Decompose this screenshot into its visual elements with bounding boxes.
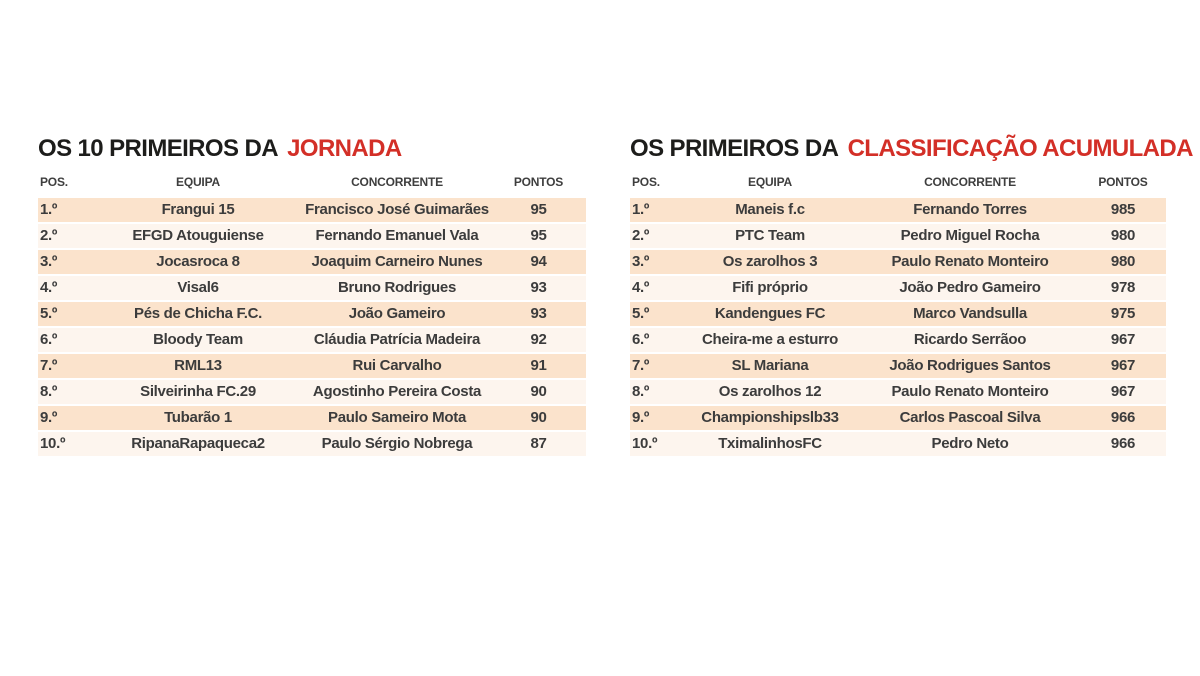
row-position: 9.º xyxy=(632,409,650,426)
row-pontos: 87 xyxy=(530,435,547,452)
row-equipa: Os zarolhos 12 xyxy=(718,383,822,400)
table-row xyxy=(38,328,586,352)
row-equipa: Championshipslb33 xyxy=(701,409,839,426)
row-position: 7.º xyxy=(632,357,650,374)
table-row xyxy=(630,406,1166,430)
header-concorrente: CONCORRENTE xyxy=(351,175,443,189)
row-position: 4.º xyxy=(40,279,58,296)
row-equipa: TximalinhosFC xyxy=(718,435,822,452)
row-concorrente: João Pedro Gameiro xyxy=(899,279,1041,296)
jornada-title-black: OS 10 PRIMEIROS DA xyxy=(38,135,278,162)
row-concorrente: Fernando Torres xyxy=(913,201,1027,218)
row-equipa: Silveirinha FC.29 xyxy=(140,383,256,400)
row-concorrente: Paulo Sameiro Mota xyxy=(328,409,466,426)
row-position: 7.º xyxy=(40,357,58,374)
row-pontos: 975 xyxy=(1110,305,1136,322)
row-pontos: 966 xyxy=(1110,435,1136,452)
header-equipa: EQUIPA xyxy=(176,175,220,189)
row-position: 3.º xyxy=(40,253,58,270)
row-equipa: EFGD Atouguiense xyxy=(132,227,264,244)
row-pontos: 980 xyxy=(1110,227,1136,244)
row-pontos: 92 xyxy=(530,331,547,348)
header-pos: POS. xyxy=(632,175,660,189)
row-equipa: RML13 xyxy=(174,357,222,374)
acumulada-title-red: CLASSIFICAÇÃO ACUMULADA xyxy=(847,135,1193,162)
acumulada-title xyxy=(630,135,1193,162)
row-equipa: Cheira-me a esturro xyxy=(701,331,839,348)
classificacao-acumulada-table xyxy=(630,135,1193,458)
table-row xyxy=(38,224,586,248)
table-row xyxy=(630,224,1166,248)
row-pontos: 967 xyxy=(1110,357,1136,374)
jornada-title-red: JORNADA xyxy=(287,135,402,162)
row-equipa: Visal6 xyxy=(177,279,219,296)
row-position: 2.º xyxy=(632,227,650,244)
row-concorrente: Fernando Emanuel Vala xyxy=(315,227,479,244)
row-concorrente: Agostinho Pereira Costa xyxy=(312,383,482,400)
row-equipa: PTC Team xyxy=(735,227,805,244)
table-row xyxy=(630,380,1166,404)
jornada-table xyxy=(38,136,586,458)
header-pos: POS. xyxy=(40,175,68,189)
row-concorrente: Cláudia Patrícia Madeira xyxy=(313,331,481,348)
table-row xyxy=(630,432,1166,456)
table-row xyxy=(630,198,1166,222)
row-concorrente: Pedro Neto xyxy=(931,435,1009,452)
table-row xyxy=(38,432,586,456)
row-concorrente: Paulo Renato Monteiro xyxy=(891,253,1049,270)
row-concorrente: Ricardo Serrãoo xyxy=(913,331,1027,348)
row-equipa: Kandengues FC xyxy=(714,305,826,322)
row-pontos: 95 xyxy=(530,227,547,244)
acumulada-header-row xyxy=(630,174,1166,190)
row-concorrente: Paulo Sérgio Nobrega xyxy=(321,435,473,452)
row-concorrente: Joaquim Carneiro Nunes xyxy=(311,253,483,270)
table-row xyxy=(630,302,1166,326)
header-concorrente: CONCORRENTE xyxy=(924,175,1016,189)
table-row xyxy=(630,354,1166,378)
row-concorrente: Marco Vandsulla xyxy=(913,305,1027,322)
table-row xyxy=(38,354,586,378)
row-position: 5.º xyxy=(632,305,650,322)
row-pontos: 93 xyxy=(530,279,547,296)
row-position: 2.º xyxy=(40,227,58,244)
row-concorrente: Pedro Miguel Rocha xyxy=(900,227,1040,244)
row-concorrente: Rui Carvalho xyxy=(352,357,442,374)
table-row xyxy=(630,328,1166,352)
row-pontos: 94 xyxy=(530,253,547,270)
row-position: 8.º xyxy=(40,383,58,400)
row-position: 8.º xyxy=(632,383,650,400)
row-pontos: 91 xyxy=(530,357,547,374)
row-equipa: Os zarolhos 3 xyxy=(722,253,818,270)
row-position: 6.º xyxy=(40,331,58,348)
row-position: 6.º xyxy=(632,331,650,348)
row-pontos: 90 xyxy=(530,383,547,400)
row-equipa: Maneis f.c xyxy=(735,201,805,218)
jornada-title xyxy=(38,136,586,162)
row-pontos: 966 xyxy=(1110,409,1136,426)
table-row xyxy=(630,276,1166,300)
row-pontos: 93 xyxy=(530,305,547,322)
table-row xyxy=(630,250,1166,274)
row-concorrente: Paulo Renato Monteiro xyxy=(891,383,1049,400)
row-equipa: Frangui 15 xyxy=(161,201,235,218)
row-concorrente: João Gameiro xyxy=(348,305,446,322)
table-row xyxy=(38,406,586,430)
row-pontos: 967 xyxy=(1110,383,1136,400)
acumulada-rows xyxy=(630,198,1166,456)
row-equipa: Jocasroca 8 xyxy=(156,253,240,270)
row-pontos: 95 xyxy=(530,201,547,218)
row-equipa: Bloody Team xyxy=(153,331,243,348)
table-row xyxy=(38,380,586,404)
row-equipa: RipanaRapaqueca2 xyxy=(131,435,265,452)
row-pontos: 90 xyxy=(530,409,547,426)
row-equipa: Pés de Chicha F.C. xyxy=(134,305,262,322)
row-pontos: 967 xyxy=(1110,331,1136,348)
row-position: 1.º xyxy=(632,201,650,218)
row-equipa: Fifi próprio xyxy=(732,279,808,296)
row-pontos: 980 xyxy=(1110,253,1136,270)
header-pontos: PONTOS xyxy=(513,175,564,189)
row-concorrente: Bruno Rodrigues xyxy=(338,279,456,296)
row-equipa: SL Mariana xyxy=(731,357,809,374)
table-row xyxy=(38,198,586,222)
jornada-rows xyxy=(38,198,586,456)
row-position: 9.º xyxy=(40,409,58,426)
row-position: 4.º xyxy=(632,279,650,296)
row-concorrente: Carlos Pascoal Silva xyxy=(899,409,1041,426)
table-row xyxy=(38,250,586,274)
row-position: 1.º xyxy=(40,201,58,218)
header-equipa: EQUIPA xyxy=(748,175,792,189)
row-concorrente: Francisco José Guimarães xyxy=(305,201,489,218)
table-row xyxy=(38,302,586,326)
jornada-header-row xyxy=(38,174,586,190)
table-row xyxy=(38,276,586,300)
row-position: 10.º xyxy=(40,435,66,452)
row-equipa: Tubarão 1 xyxy=(164,409,232,426)
row-position: 5.º xyxy=(40,305,58,322)
acumulada-title-black: OS PRIMEIROS DA xyxy=(630,135,838,162)
row-position: 10.º xyxy=(632,435,658,452)
header-pontos: PONTOS xyxy=(1098,175,1148,189)
row-concorrente: João Rodrigues Santos xyxy=(889,357,1051,374)
row-pontos: 978 xyxy=(1110,279,1136,296)
row-pontos: 985 xyxy=(1110,201,1136,218)
row-position: 3.º xyxy=(632,253,650,270)
